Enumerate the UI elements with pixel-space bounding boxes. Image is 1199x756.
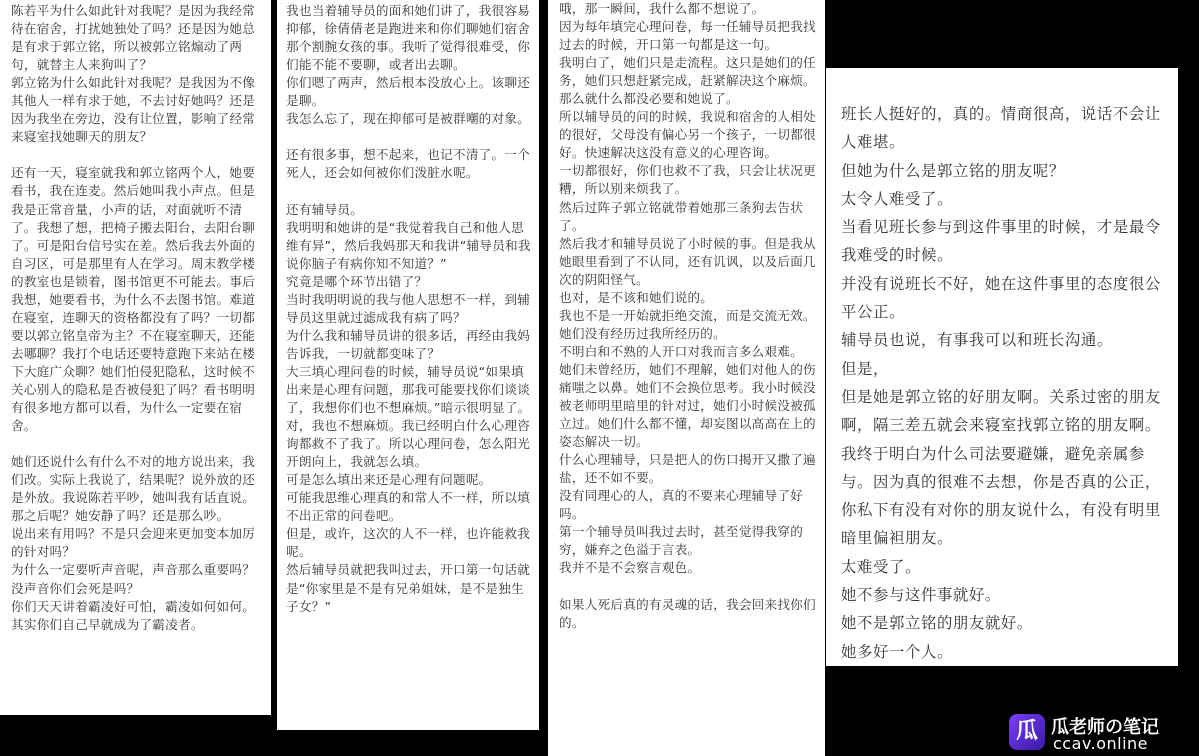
paragraph	[11, 435, 261, 453]
paragraph: 如果人死后真的有灵魂的话，我会回来找你们的。	[559, 596, 816, 630]
paragraph: 她们没有经历过我所经历的。	[559, 325, 726, 341]
paragraph: 不明白和不熟的人开口对我而言多么艰难。	[559, 343, 804, 359]
paragraph: 你们嗯了两声，然后根本没放心上。该聊还是聊。	[286, 75, 531, 109]
paragraph	[286, 128, 531, 146]
paragraph: 并没有说班长不好，她在这件事里的态度很公平公正。	[841, 274, 1161, 322]
paragraph: 也对，是不该和她们说的。	[559, 289, 714, 305]
paragraph: 所以辅导员的问的时候，我说和宿舍的人相处的很好，父母没有偏心另一个孩子，一切都很好。快速解决这没有意义的心理咨询。	[559, 109, 816, 161]
paragraph: 她不参与这件事就好。	[841, 586, 1001, 605]
paragraph: 可是怎么填出来还是心理有问题呢。	[286, 472, 492, 488]
paragraph: 还有很多事，想不起来，也记不清了。一个死人，还会如何被你们泼脏水呢。	[286, 147, 531, 181]
screenshot-panel-3	[548, 0, 825, 756]
paragraph: 没有同理心的人，真的不要来心理辅导了好吗。	[559, 488, 804, 522]
panel-2-text	[286, 2, 531, 616]
paragraph: 你们天天讲着霸凌好可怕，霸凌如何如何。其实你们自己早就成为了霸凌者。	[11, 598, 256, 632]
paragraph	[286, 182, 531, 200]
paragraph: 当看见班长参与到这件事里的时候，才是最令我难受的时候。	[841, 218, 1161, 265]
watermark	[1009, 712, 1199, 756]
paragraph: 太难受了。	[841, 557, 921, 576]
paragraph: 什么心理辅导，只是把人的伤口揭开又撒了遍盐，还不如不要。	[559, 452, 816, 486]
paragraph: 陈若平为什么如此针对我呢？是因为我经常待在宿舍，打扰她独处了吗？还是因为她总是有求于郭立铭，所以被郭立铭煽动了两句，就替主人来狗叫了？	[11, 3, 256, 73]
paragraph: 第一个辅导员叫我过去时，甚至觉得我穿的穷，嫌弃之色溢于言表。	[559, 524, 804, 558]
paragraph: 究竟是哪个环节出错了？	[286, 273, 428, 289]
paragraph: 然后我才和辅导员说了小时候的事。但是我从她眼里看到了不认同，还有讥讽，以及后面几次的阴阳怪气。	[559, 235, 816, 287]
watermark-url: ccav.online	[1053, 734, 1149, 753]
screenshot-panel-4	[826, 68, 1178, 666]
paragraph: 她多好一个人。	[841, 642, 953, 661]
paragraph	[559, 578, 817, 596]
paragraph: 然后过阵子郭立铭就带着她那三条狗去告状了。	[559, 199, 804, 233]
paragraph	[11, 146, 261, 164]
paragraph: 我怎么忘了，现在抑郁可是被群嘲的对象。	[286, 111, 531, 127]
paragraph: 郭立铭为什么如此针对我呢？是我因为不像其他人一样有求于她，不去讨好她吗？还是因为我坐在旁边，没有让位置，影响了经常来寝室找她聊天的朋友？	[11, 75, 256, 145]
paragraph: 我也不是一开始就拒绝交流，而是交流无效。	[559, 307, 816, 323]
screenshot-panel-2	[277, 0, 539, 730]
paragraph: 因为每年填完心理问卷，每一任辅导员把我找过去的时候，开口第一句都是这一句。	[559, 19, 816, 53]
panel-4-text	[841, 100, 1164, 666]
paragraph: 我终于明白为什么司法要避嫌，避免亲属参与。因为真的很难不去想，你是否真的公正，你私下有没有对你的朋友说什么，有没有明里暗里偏袒朋友。	[841, 444, 1161, 548]
paragraph: 还有一天，寝室就我和郭立铭两个人，她要看书，我在连麦。然后她叫我小声点。但是我是正常音量，小声的话，对面就听不清了。我想了想，把椅子搬去阳台，去阳台聊了。可是阳台信号实在差。然后我去外面的自习区，可是那里有人在学习。周末教学楼的教室也是锁着，图书馆更不可能去。事后我想，她要看书，为什么不去图书馆。难道在寝室，连聊天的资格都没有了吗？一切都要以郭立铭皇帝为主？不在寝室聊天，还能去哪聊？我打个电话还要特意跑下来站在楼下大庭广众聊？她们怕侵犯隐私，这时候不关心别人的隐私是否被侵犯了吗？看书明明有很多地方都可以看，为什么一定要在宿舍。	[11, 165, 256, 434]
paragraph: 哦，那一瞬间，我什么都不想说了。	[559, 1, 765, 16]
paragraph: 但是她是郭立铭的好朋友啊。关系过密的朋友啊，隔三差五就会来寝室找郭立铭的朋友啊。	[841, 387, 1161, 435]
paragraph: 我明明和她讲的是“我觉着我自己和他人思维有异”，然后我妈那天和我讲“辅导员和我说你脑子有病你知不知道？”	[286, 219, 531, 271]
watermark-logo-icon: 瓜	[1009, 714, 1045, 750]
paragraph: 但是，	[841, 359, 889, 378]
paragraph: 她们未曾经历，她们不理解，她们对他人的伤痛嗤之以鼻。她们不会换位思考。我小时候没被老师明里暗里的针对过，她们小时候没被孤立过。她们什么都不懂，却妄图以高高在上的姿态解决一切。	[559, 361, 816, 450]
paragraph: 大三填心理问卷的时候，辅导员说“如果填出来是心理有问题，那我可能要找你们谈谈了，我想你们也不想麻烦。”暗示很明显了。	[286, 363, 531, 416]
paragraph: 她们还说什么有什么不对的地方说出来，我们改。实际上我说了，结果呢？说外放的还是外放。我说陈若平吵，她叫我有话直说。那之后呢？她安静了吗？还是那么吵。	[11, 454, 256, 524]
paragraph: 但是，或许，这次的人不一样，也许能救我呢。	[286, 526, 531, 560]
paragraph: 辅导员也说，有事我可以和班长沟通。	[841, 331, 1113, 350]
paragraph: 当时我明明说的我与他人思想不一样，到辅导员这里就过滤成我有病了吗？	[286, 291, 531, 325]
paragraph: 班长人挺好的，真的。情商很高，说话不会让人难堪。	[841, 105, 1161, 152]
paragraph: 但她为什么是郭立铭的朋友呢？	[841, 161, 1065, 180]
paragraph: 可能我思维心理真的和常人不一样，所以填不出正常的问卷吧。	[286, 490, 531, 524]
panel-3-text	[559, 0, 817, 632]
watermark-title: 瓜老师の笔记	[1051, 717, 1159, 738]
paragraph: 为什么我和辅导员讲的很多话，再经由我妈告诉我，一切就都变味了？	[286, 327, 531, 361]
paragraph: 我也当着辅导员的面和她们讲了，我很容易抑郁，徐倩倩老是跑进来和你们聊她们宿舍那个割腕女孩的事。我听了觉得很难受，你们能不能不要聊，或者出去聊。	[286, 3, 531, 73]
paragraph: 太令人难受了。	[841, 189, 953, 208]
paragraph: 为什么一定要听声音呢，声音那么重要吗？没声音你们会死是吗？	[11, 562, 256, 596]
paragraph: 还有辅导员。	[286, 201, 364, 217]
paragraph: 对，我也不想麻烦。我已经明白什么心理咨询都救不了我了。所以心理问卷，怎么阳光开朗向上，我就怎么填。	[286, 418, 531, 470]
paragraph: 说出来有用吗？不是只会迎来更加变本加厉的针对吗？	[11, 526, 256, 560]
paragraph: 然后辅导员就把我叫过去，开口第一句话就是“你家里是不是有兄弟姐妹，是不是独生子女？”	[286, 562, 531, 614]
panel-1-text	[11, 2, 261, 634]
paragraph: 我并不是不会察言观色。	[559, 560, 701, 576]
screenshot-panel-1	[0, 0, 271, 715]
paragraph: 我明白了，她们只是走流程。这只是她们的任务，她们只想赶紧完成，赶紧解决这个麻烦。那么就什么都没必要和她说了。	[559, 55, 816, 107]
paragraph: 一切都很好，你们也救不了我，只会让状况更糟，所以别来烦我了。	[559, 163, 816, 197]
paragraph: 她不是郭立铭的朋友就好。	[841, 614, 1033, 633]
